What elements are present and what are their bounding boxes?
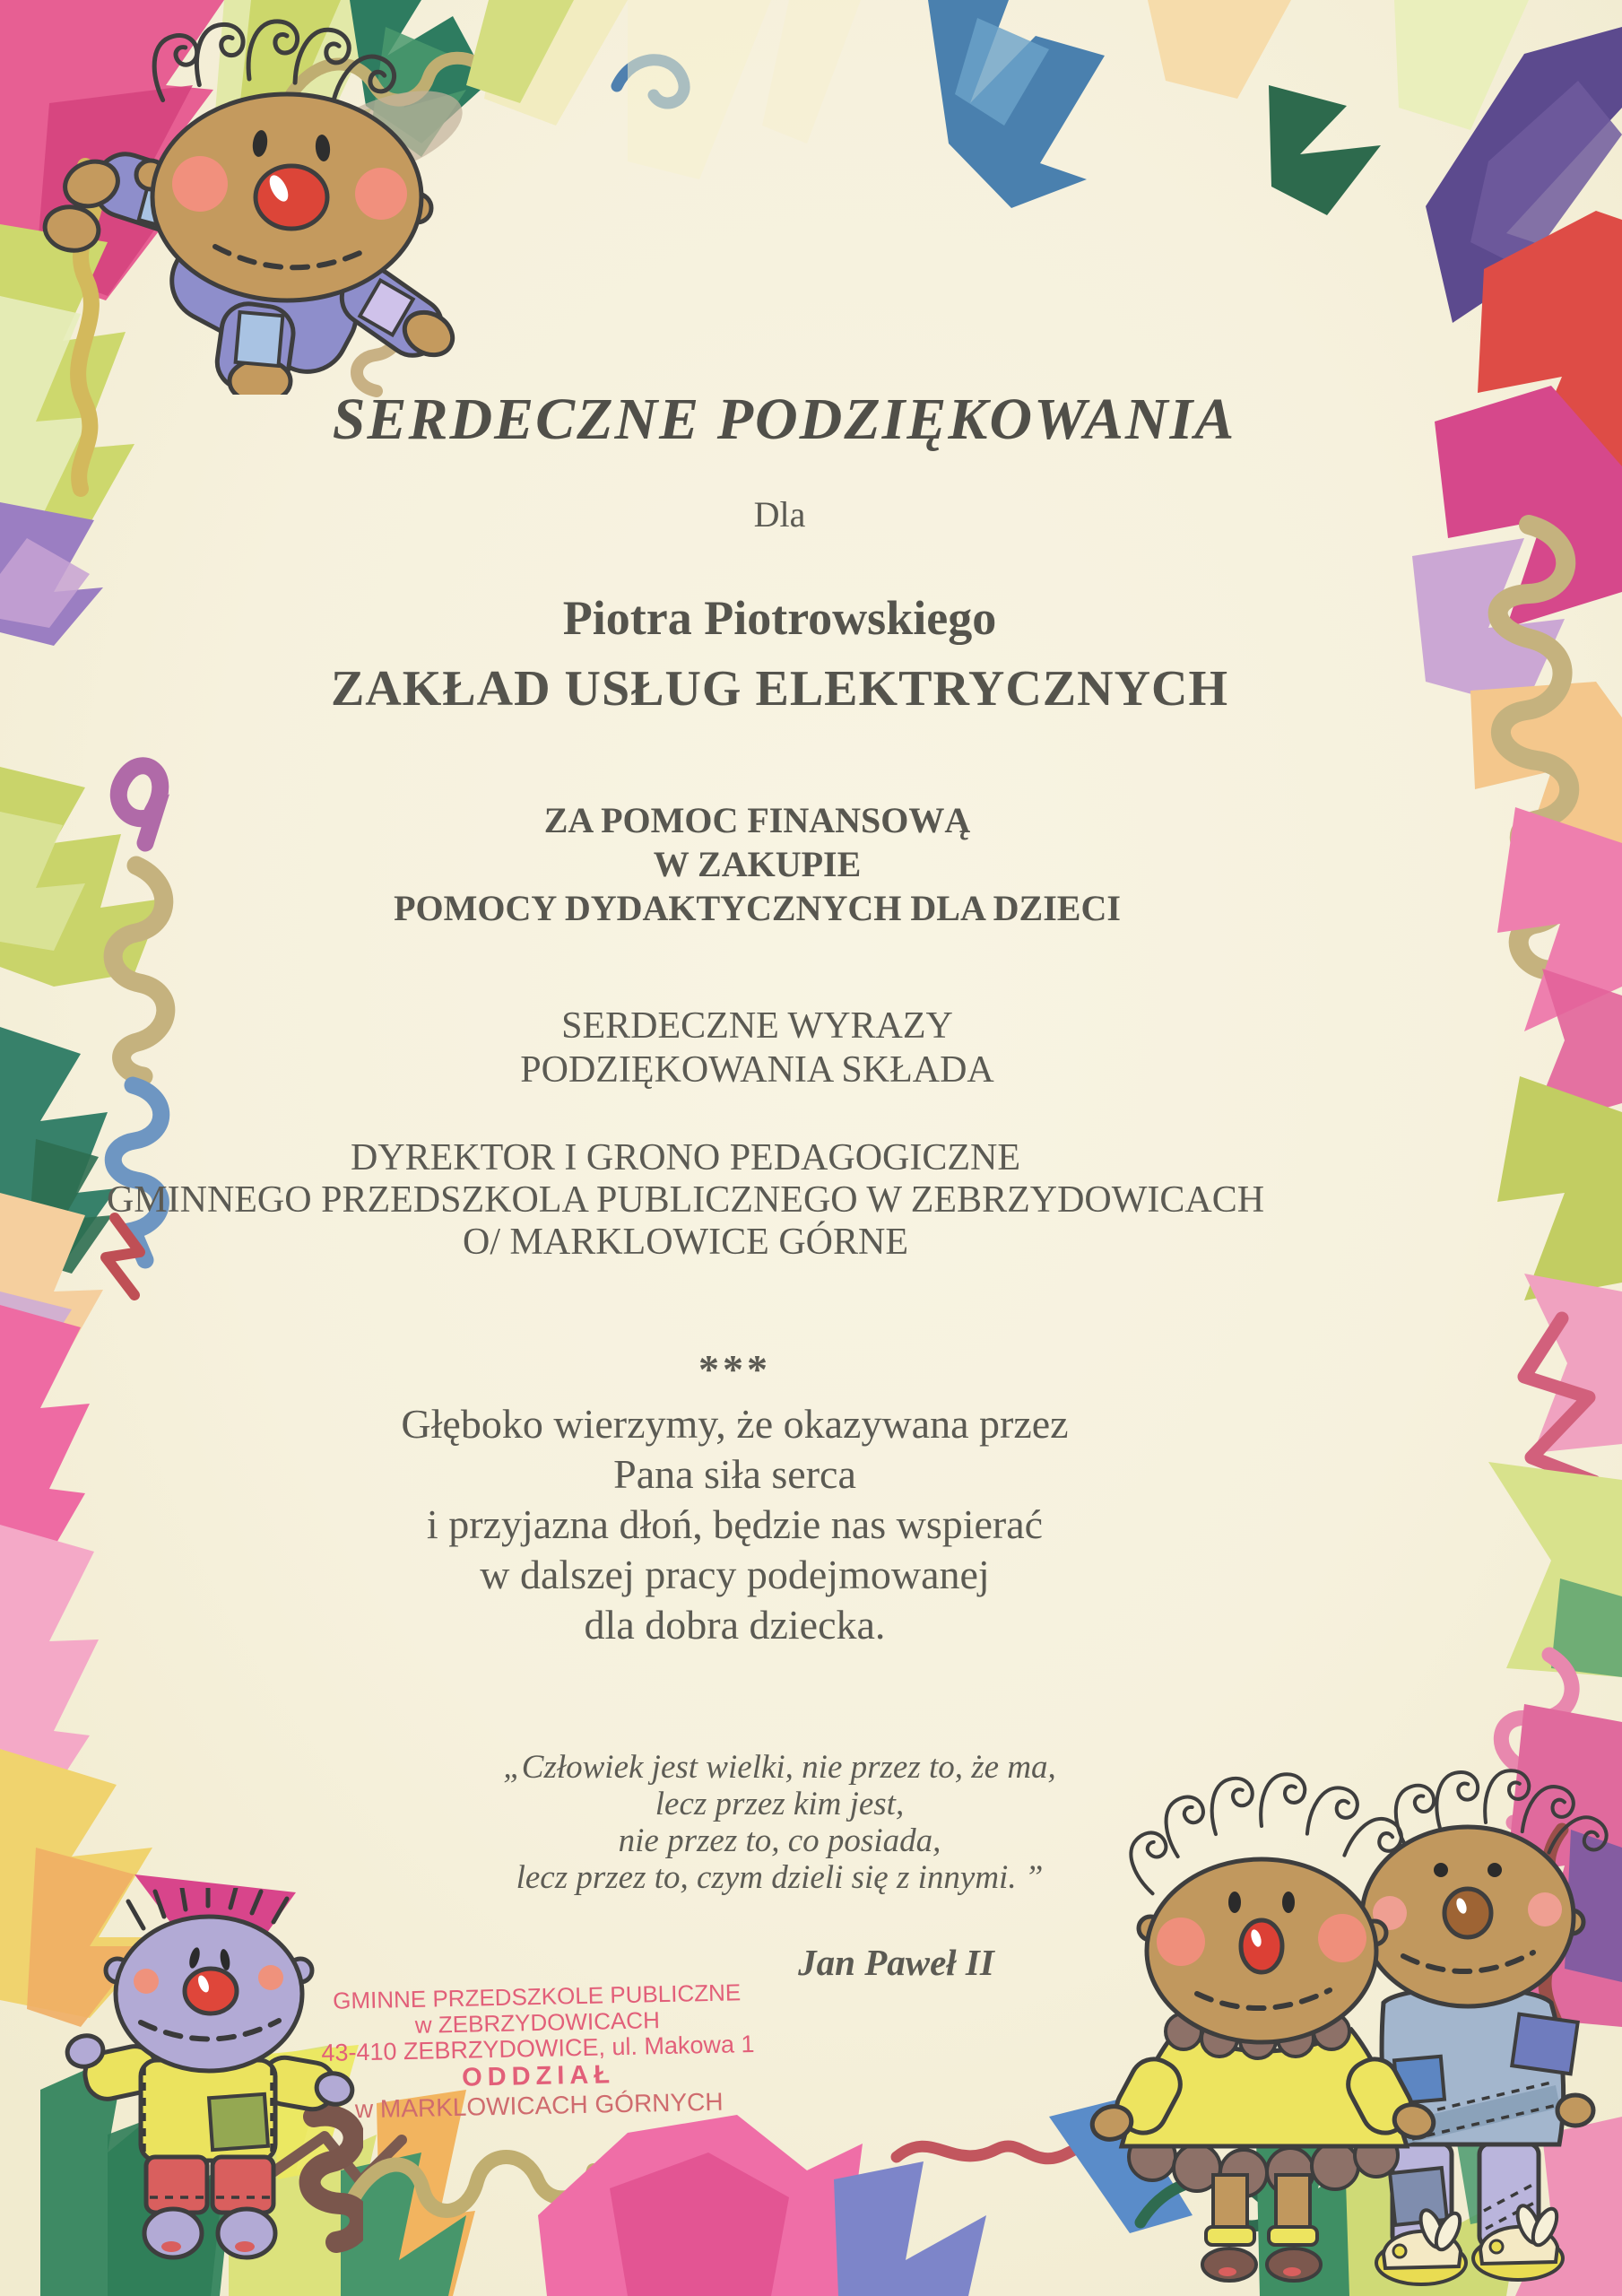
recipient-company: ZAKŁAD USŁUG ELEKTRYCZNYCH <box>330 661 1229 717</box>
cheek <box>1528 1892 1562 1926</box>
brush-stroke <box>1269 85 1381 215</box>
brush-stroke <box>628 0 771 179</box>
reason-line: W ZAKUPIE <box>653 844 862 884</box>
stamp-line: 43-410 ZEBRZYDOWICE, ul. Makowa 1 <box>321 2030 755 2067</box>
sender-block <box>0 1137 1496 1264</box>
separator-stars: *** <box>698 1346 771 1392</box>
message-line: i przyjazna dłoń, będzie nas wspierać <box>426 1501 1044 1547</box>
stamp-line: ODDZIAŁ <box>461 2060 616 2092</box>
message-line: dla dobra dziecka. <box>584 1602 886 1648</box>
reason-line: ZA POMOC FINANSOWĄ <box>543 800 971 840</box>
brush-stroke <box>1497 1076 1622 1300</box>
thanks-block <box>0 1004 1568 1092</box>
sender-line: GMINNEGO PRZEDSZKOLA PUBLICZNEGO W ZEBRZYDOWICACH <box>106 1179 1265 1221</box>
streamer <box>310 2116 360 2242</box>
message-block <box>0 1399 1546 1650</box>
quote-line: lecz przez kim jest, <box>655 1786 905 1822</box>
quote-line: nie przez to, co posiada, <box>618 1822 941 1859</box>
quote-line: „Człowiek jest wielki, nie przez to, że ma, <box>503 1749 1056 1786</box>
cheek <box>172 156 228 212</box>
rag-doll-flying <box>9 18 457 395</box>
nose <box>256 166 327 229</box>
cheek <box>355 168 407 220</box>
sender-line: O/ MARKLOWICE GÓRNE <box>463 1222 908 1263</box>
message-line: w dalszej pracy podejmowanej <box>480 1552 990 1597</box>
thanks-line: PODZIĘKOWANIA SKŁADA <box>520 1049 994 1091</box>
thanks-line: SERDECZNE WYRAZY <box>561 1005 953 1047</box>
stamp-line: w ZEBRZYDOWICACH <box>414 2006 661 2039</box>
recipient-name: Piotra Piotrowskiego <box>562 591 997 645</box>
message-line: Pana siła serca <box>613 1451 856 1497</box>
brush-stroke <box>762 0 861 144</box>
doll-pants <box>144 2157 275 2257</box>
brush-stroke <box>834 2161 986 2296</box>
stamp-line: w MARKLOWICACH GÓRNYCH <box>354 2087 724 2124</box>
quote-line: lecz przez to, czym dzieli się z innymi. ” <box>516 1859 1044 1896</box>
brush-stroke <box>1148 0 1291 99</box>
nose <box>1444 1889 1491 1937</box>
message-line: Głęboko wierzymy, że okazywana przez <box>401 1401 1069 1447</box>
quote-author: Jan Paweł II <box>798 1942 994 1983</box>
sender-line: DYREKTOR I GRONO PEDAGOGICZNE <box>350 1137 1021 1178</box>
certificate-title: SERDECZNE PODZIĘKOWANIA <box>332 387 1236 452</box>
reason-line: POMOCY DYDAKTYCZNYCH DLA DZIECI <box>394 888 1121 928</box>
ink-stamp <box>303 1979 772 2126</box>
sneaker <box>1376 2207 1466 2284</box>
stamp-line: GMINNE PRZEDSZKOLE PUBLICZNE <box>332 1979 742 2014</box>
reason-block <box>0 798 1568 930</box>
salutation: Dla <box>753 494 806 535</box>
quote-block <box>0 1749 1591 1896</box>
